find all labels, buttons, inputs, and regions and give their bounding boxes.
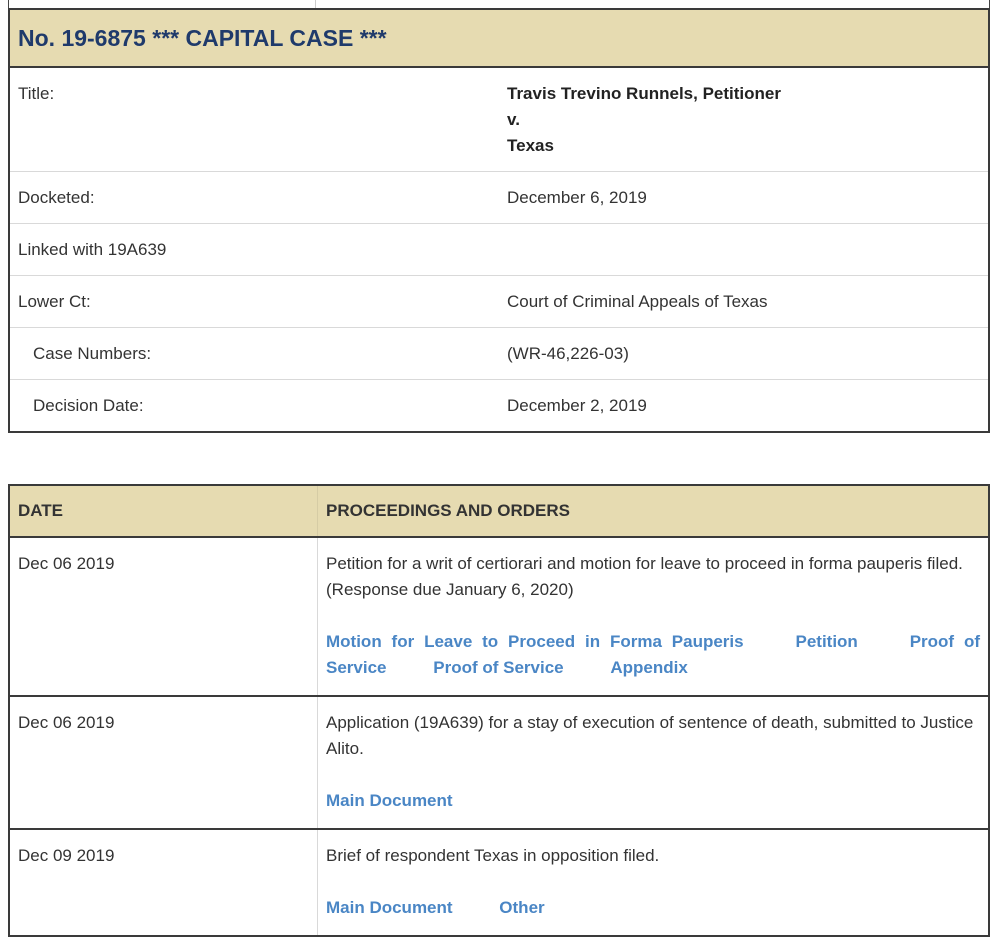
petitioner-name: Travis Trevino Runnels, Petitioner — [507, 84, 781, 103]
table-row — [9, 829, 989, 936]
linked-label: Linked with 19A639 — [9, 224, 499, 276]
docketed-value: December 6, 2019 — [499, 172, 989, 224]
entry-date: Dec 09 2019 — [18, 846, 115, 865]
entry-date: Dec 06 2019 — [9, 537, 318, 696]
respondent-name: Texas — [507, 136, 554, 155]
proof-of-service-link-2[interactable]: Proof of Service — [433, 658, 564, 677]
linked-value — [499, 224, 989, 276]
entry-text: Petition for a writ of certiorari and motion for leave to proceed in forma pauperis filed. (Response due January 6, 2020) — [326, 554, 963, 599]
entry-text: Application (19A639) for a stay of execution of sentence of death, submitted to Justice Alito. — [326, 713, 974, 758]
versus-text: v. — [507, 110, 520, 129]
decision-date-label: Decision Date: — [33, 396, 144, 415]
main-document-link[interactable]: Main Document — [326, 898, 453, 917]
date-column-header: DATE — [9, 485, 318, 537]
case-title — [499, 67, 989, 172]
entry-text: Brief of respondent Texas in opposition filed. — [326, 846, 660, 865]
proof-of-service-link[interactable]: Proof of Service — [326, 632, 980, 677]
case-numbers-row — [9, 328, 989, 380]
lower-court-value: Court of Criminal Appeals of Texas — [499, 276, 989, 328]
proceedings-column-header: PROCEEDINGS AND ORDERS — [318, 485, 990, 537]
entry-links — [326, 629, 980, 681]
case-numbers-value: (WR-46,226-03) — [499, 328, 989, 380]
case-info-table — [8, 8, 990, 433]
decision-date-value: December 2, 2019 — [507, 396, 647, 415]
entry-links — [326, 895, 980, 921]
table-row — [9, 696, 989, 829]
decision-date-row — [9, 380, 989, 433]
main-document-link[interactable]: Main Document — [326, 791, 453, 810]
table-row — [9, 537, 989, 696]
entry-date: Dec 06 2019 — [9, 696, 318, 829]
lower-court-row — [9, 276, 989, 328]
lower-court-label: Lower Ct: — [9, 276, 499, 328]
linked-row — [9, 224, 989, 276]
petition-link[interactable]: Petition — [795, 632, 858, 651]
docketed-label: Docketed: — [9, 172, 499, 224]
title-label: Title: — [9, 67, 499, 172]
case-number-heading: No. 19-6875 *** CAPITAL CASE *** — [9, 9, 989, 67]
motion-ifp-link[interactable]: Motion for Leave to Proceed in Forma Pauperis — [326, 632, 744, 651]
appendix-link[interactable]: Appendix — [610, 658, 688, 677]
previous-table-edge — [8, 0, 990, 8]
docketed-row — [9, 172, 989, 224]
title-row — [9, 67, 989, 172]
case-numbers-label: Case Numbers: — [9, 328, 499, 380]
other-link[interactable]: Other — [499, 898, 545, 917]
entry-links — [326, 788, 980, 814]
proceedings-header-row — [9, 485, 989, 537]
proceedings-table — [8, 484, 990, 937]
